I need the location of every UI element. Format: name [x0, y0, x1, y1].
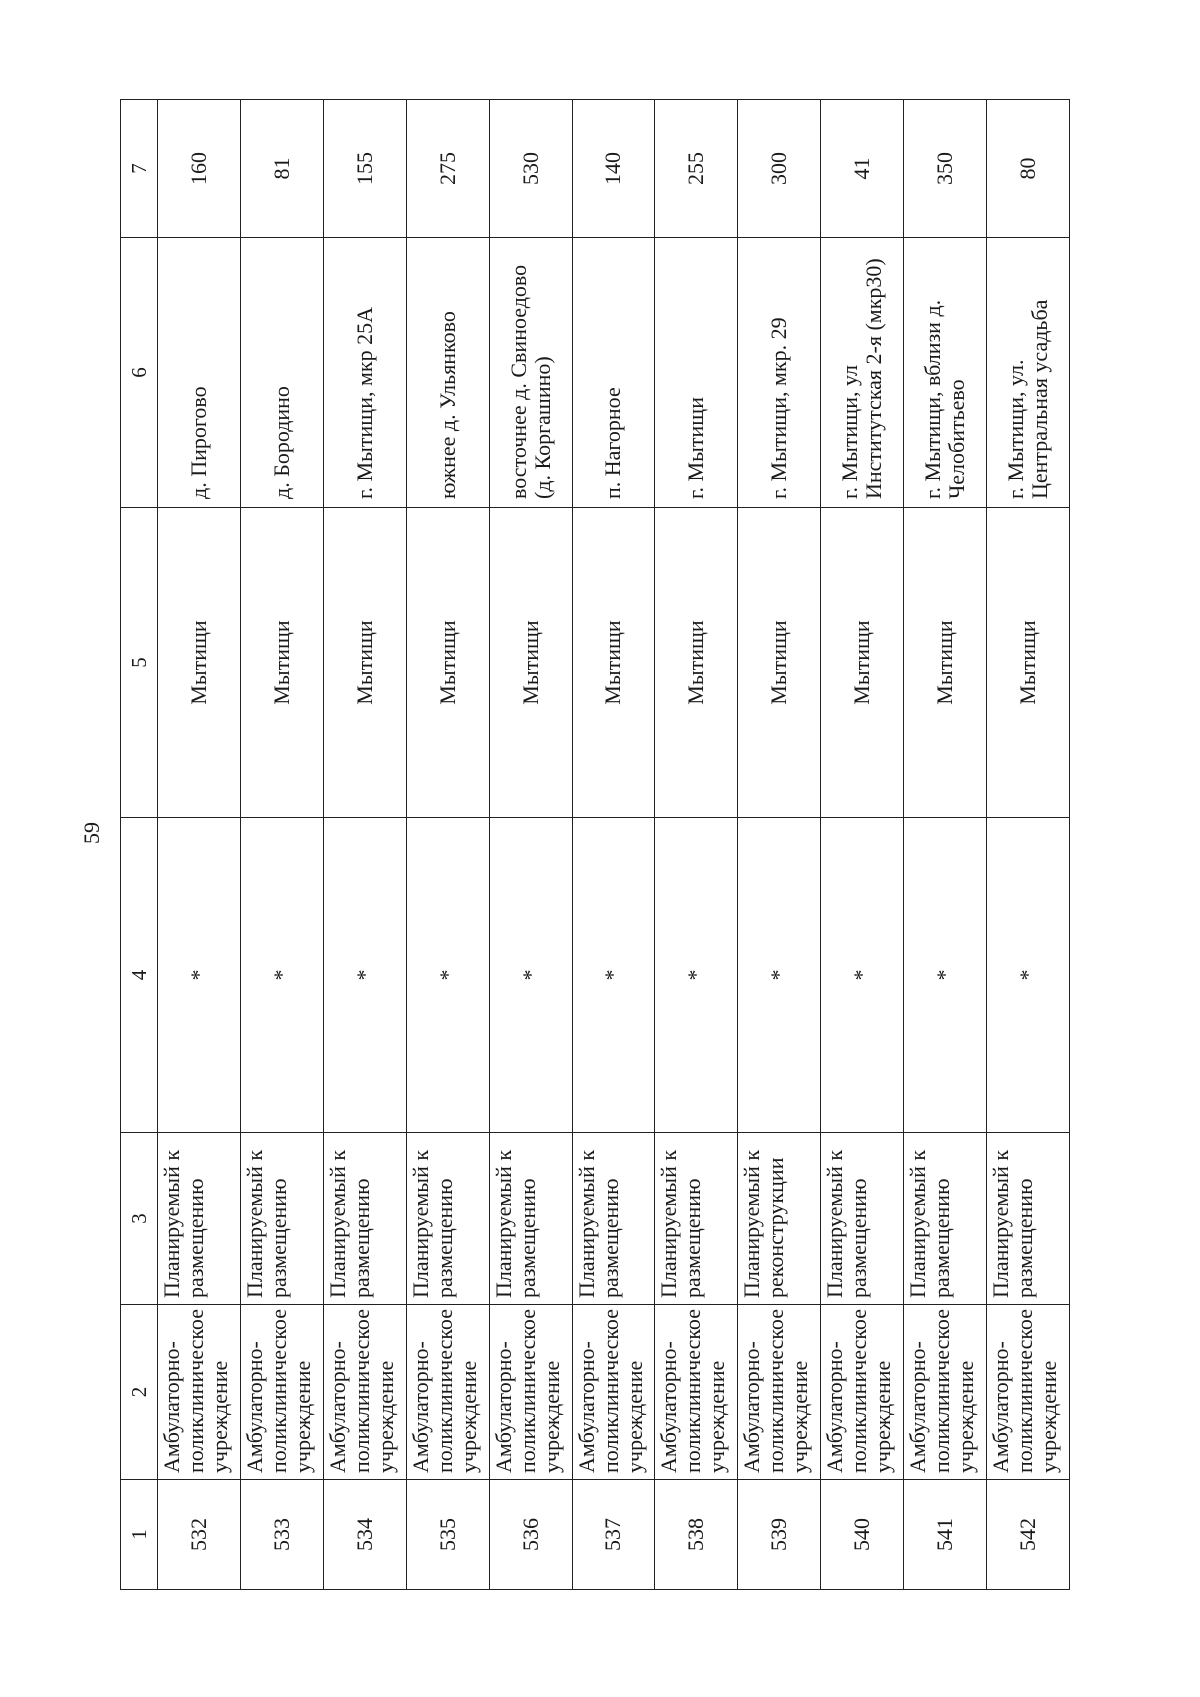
planning-status: Планируемый к размещению [987, 1133, 1070, 1305]
mark-cell: * [572, 818, 655, 1133]
location: г. Мытищи, мкр 25А [323, 238, 406, 508]
row-number: 536 [489, 1480, 572, 1590]
location: г. Мытищи, мкр. 29 [738, 238, 821, 508]
row-number: 542 [987, 1480, 1070, 1590]
location: д. Бородино [240, 238, 323, 508]
table-row [987, 100, 1070, 1590]
planning-status: Планируемый к размещению [406, 1133, 489, 1305]
header-col-5: 5 [121, 508, 158, 818]
row-number: 534 [323, 1480, 406, 1590]
facility-type: Амбулаторно-поликлиническое учреждение [821, 1305, 904, 1480]
facility-type: Амбулаторно-поликлиническое учреждение [323, 1305, 406, 1480]
municipality: Мытищи [821, 508, 904, 818]
row-number: 538 [655, 1480, 738, 1590]
mark-cell: * [489, 818, 572, 1133]
page-number: 59 [79, 822, 104, 844]
planning-status: Планируемый к размещению [904, 1133, 987, 1305]
capacity-value: 81 [240, 100, 323, 238]
capacity-value: 41 [821, 100, 904, 238]
table-row [655, 100, 738, 1590]
mark-cell: * [406, 818, 489, 1133]
header-col-3: 3 [121, 1133, 158, 1305]
location: восточнее д. Свиноедово (д. Коргашино) [489, 238, 572, 508]
location: южнее д. Ульянково [406, 238, 489, 508]
municipality: Мытищи [987, 508, 1070, 818]
facility-type: Амбулаторно-поликлиническое учреждение [655, 1305, 738, 1480]
location: г. Мытищи, ул Институтская 2-я (мкр30) [821, 238, 904, 508]
planning-status: Планируемый к размещению [489, 1133, 572, 1305]
location: г. Мытищи, ул. Центральная усадьба [987, 238, 1070, 508]
header-col-7: 7 [121, 100, 158, 238]
facility-type: Амбулаторно-поликлиническое учреждение [489, 1305, 572, 1480]
capacity-value: 275 [406, 100, 489, 238]
table-row [904, 100, 987, 1590]
table-row [821, 100, 904, 1590]
municipality: Мытищи [489, 508, 572, 818]
table-row [158, 100, 241, 1590]
capacity-value: 155 [323, 100, 406, 238]
planning-status: Планируемый к размещению [158, 1133, 241, 1305]
mark-cell: * [323, 818, 406, 1133]
facility-type: Амбулаторно-поликлиническое учреждение [987, 1305, 1070, 1480]
facility-type: Амбулаторно-поликлиническое учреждение [406, 1305, 489, 1480]
planning-status: Планируемый к размещению [821, 1133, 904, 1305]
municipality: Мытищи [158, 508, 241, 818]
mark-cell: * [158, 818, 241, 1133]
row-number: 532 [158, 1480, 241, 1590]
table-row [738, 100, 821, 1590]
capacity-value: 160 [158, 100, 241, 238]
capacity-value: 80 [987, 100, 1070, 238]
table-row [489, 100, 572, 1590]
planning-status: Планируемый к размещению [572, 1133, 655, 1305]
table-row [406, 100, 489, 1590]
header-col-1: 1 [121, 1480, 158, 1590]
table-row [323, 100, 406, 1590]
rotated-table-container [120, 100, 1070, 1590]
mark-cell: * [904, 818, 987, 1133]
row-number: 535 [406, 1480, 489, 1590]
facility-type: Амбулаторно-поликлиническое учреждение [158, 1305, 241, 1480]
municipality: Мытищи [406, 508, 489, 818]
row-number: 537 [572, 1480, 655, 1590]
municipality: Мытищи [240, 508, 323, 818]
mark-cell: * [655, 818, 738, 1133]
municipality: Мытищи [904, 508, 987, 818]
planning-status: Планируемый к размещению [240, 1133, 323, 1305]
municipality: Мытищи [323, 508, 406, 818]
mark-cell: * [987, 818, 1070, 1133]
municipality: Мытищи [738, 508, 821, 818]
row-number: 540 [821, 1480, 904, 1590]
capacity-value: 140 [572, 100, 655, 238]
capacity-value: 255 [655, 100, 738, 238]
mark-cell: * [738, 818, 821, 1133]
planning-status: Планируемый к реконструкции [738, 1133, 821, 1305]
facility-type: Амбулаторно-поликлиническое учреждение [240, 1305, 323, 1480]
facilities-table [120, 99, 1070, 1590]
location: г. Мытищи [655, 238, 738, 508]
mark-cell: * [240, 818, 323, 1133]
capacity-value: 350 [904, 100, 987, 238]
header-col-2: 2 [121, 1305, 158, 1480]
municipality: Мытищи [655, 508, 738, 818]
location: д. Пирогово [158, 238, 241, 508]
location: г. Мытищи, вблизи д. Челобитьево [904, 238, 987, 508]
header-row [121, 100, 158, 1590]
planning-status: Планируемый к размещению [655, 1133, 738, 1305]
header-col-4: 4 [121, 818, 158, 1133]
planning-status: Планируемый к размещению [323, 1133, 406, 1305]
table-row [572, 100, 655, 1590]
location: п. Нагорное [572, 238, 655, 508]
facility-type: Амбулаторно-поликлиническое учреждение [904, 1305, 987, 1480]
row-number: 541 [904, 1480, 987, 1590]
facility-type: Амбулаторно-поликлиническое учреждение [572, 1305, 655, 1480]
row-number: 539 [738, 1480, 821, 1590]
header-col-6: 6 [121, 238, 158, 508]
facility-type: Амбулаторно-поликлиническое учреждение [738, 1305, 821, 1480]
mark-cell: * [821, 818, 904, 1133]
table-row [240, 100, 323, 1590]
capacity-value: 530 [489, 100, 572, 238]
municipality: Мытищи [572, 508, 655, 818]
capacity-value: 300 [738, 100, 821, 238]
row-number: 533 [240, 1480, 323, 1590]
